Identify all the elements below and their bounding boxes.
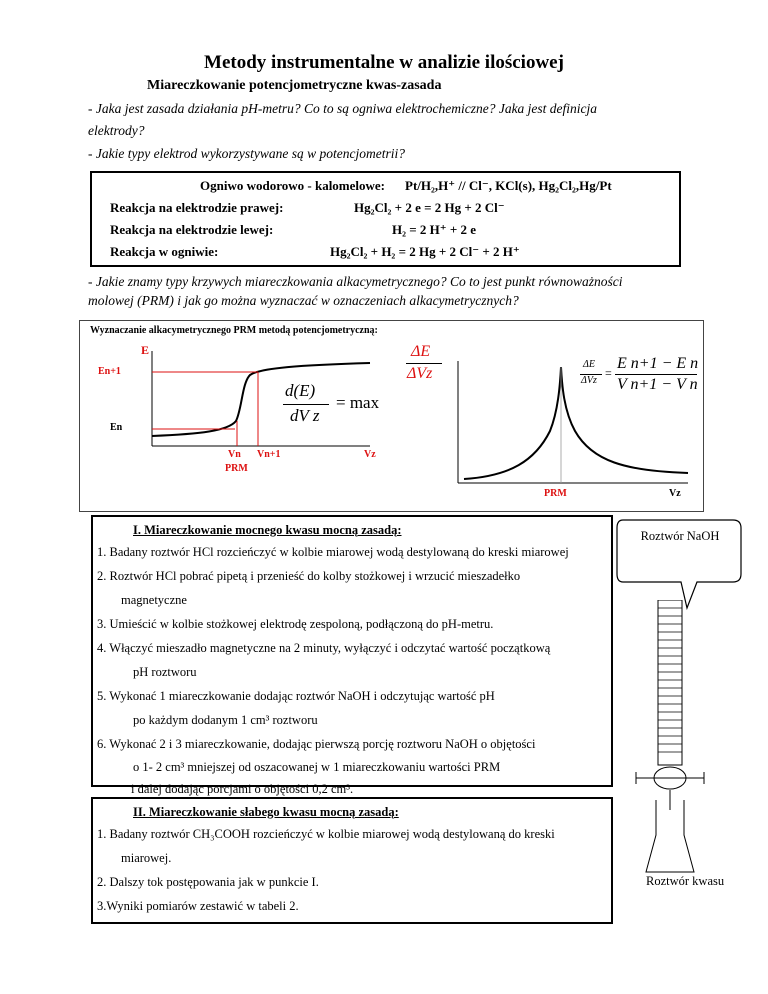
page-subtitle: Miareczkowanie potencjometryczne kwas-zasada — [147, 78, 442, 93]
derivative-denominator: dV z — [290, 406, 320, 425]
en-label: En — [110, 422, 123, 433]
figure-caption: Wyznaczanie alkacymetrycznego PRM metodą potencjometryczną: — [90, 325, 378, 336]
burette-flask-icon — [634, 600, 714, 880]
vz-axis-label: Vz — [364, 449, 376, 460]
cell-reaction-box — [90, 171, 681, 267]
question-line: - Jaka jest zasada działania pH-metru? Co to są ogniwa elektrochemiczne? Jaka jest definicja — [88, 101, 598, 116]
right-electrode-label: Reakcja na elektrodzie prawej: — [110, 200, 284, 215]
question-line: molowej (PRM) i jak go można wyznaczać w oznaczeniach alkacymetrycznych? — [88, 293, 519, 308]
flask-label: Roztwór kwasu — [646, 874, 725, 888]
right-electrode-equation: Hg₂Cl₂ + 2 e = 2 Hg + 2 Cl⁻ — [354, 200, 505, 215]
cell-heading: Ogniwo wodorowo - kalomelowe: — [200, 178, 386, 193]
e-axis-label: E — [141, 343, 150, 357]
en1-label: En+1 — [98, 366, 121, 377]
question-line: elektrody? — [88, 123, 145, 138]
step: 5. Wykonać 1 miareczkowanie dodając roztwór NaOH i odczytując wartość pH — [97, 689, 495, 703]
ratio-equals: = — [605, 366, 612, 380]
cell-reaction-equation: Hg₂Cl₂ + H₂ = 2 Hg + 2 Cl⁻ + 2 H⁺ — [330, 244, 520, 259]
step-cont: miarowej. — [121, 851, 172, 865]
vn-label: Vn — [228, 449, 241, 460]
step: 4. Włączyć mieszadło magnetyczne na 2 minuty, wyłączyć i odczytać wartość początkową — [97, 641, 551, 655]
prm-label-right: PRM — [544, 488, 567, 499]
ratio-delta-vz: ΔVz — [581, 375, 597, 386]
step: 2. Roztwór HCl pobrać pipetą i przenieść do kolby stożkowej i wrzucić mieszadełko — [97, 569, 521, 583]
step-cont: o 1- 2 cm³ mniejszej od oszacowanej w 1 miareczkowaniu wartości PRM — [133, 760, 501, 774]
step-cont: i dalej dodając porcjami o objętości 0,2 cm³. — [131, 782, 354, 796]
step-cont: po każdym dodanym 1 cm³ roztworu — [133, 713, 318, 727]
cell-scheme: Pt/H₂,H⁺ // Cl⁻, KCl(s), Hg₂Cl₂,Hg/Pt — [405, 178, 612, 193]
left-electrode-equation: H₂ = 2 H⁺ + 2 e — [392, 222, 477, 237]
step: 6. Wykonać 2 i 3 miareczkowanie, dodając pierwszą porcję roztworu NaOH o objętości — [97, 737, 536, 751]
step-cont: pH roztworu — [133, 665, 197, 679]
fraction-bar — [406, 363, 442, 364]
titration-curves — [80, 321, 701, 509]
derivative-max: = max — [336, 393, 380, 412]
delta-e: ΔE — [411, 343, 431, 360]
vz-label-right: Vz — [669, 488, 681, 499]
section-heading: II. Miareczkowanie słabego kwasu mocną zasadą: — [133, 805, 399, 819]
step: 2. Dalszy tok postępowania jak w punkcie I. — [97, 875, 319, 889]
section-strong-acid — [91, 515, 613, 787]
prm-label: PRM — [225, 463, 248, 474]
ratio-delta-e: ΔE — [583, 359, 595, 370]
left-electrode-label: Reakcja na elektrodzie lewej: — [110, 222, 274, 237]
ratio-numerator: E n+1 − E n — [617, 355, 699, 372]
prm-figure — [79, 320, 704, 512]
question-line: - Jakie znamy typy krzywych miareczkowania alkacymetrycznego? Co to jest punkt równoważności — [88, 274, 623, 289]
section-heading: I. Miareczkowanie mocnego kwasu mocną zasadą: — [133, 523, 402, 537]
question-line: - Jakie typy elektrod wykorzystywane są w potencjometrii? — [88, 146, 406, 161]
ratio-denominator: V n+1 − V n — [617, 376, 698, 393]
step-cont: magnetyczne — [121, 593, 187, 607]
step: 3. Umieścić w kolbie stożkowej elektrodę zespoloną, podłączoną do pH-metru. — [97, 617, 494, 631]
fraction-bar — [615, 374, 697, 375]
step: 1. Badany roztwór HCl rozcieńczyć w kolbie miarowej wodą destylowaną do kreski miarowej — [97, 545, 569, 559]
step: 1. Badany roztwór CH₃COOH rozcieńczyć w kolbie miarowej wodą destylowaną do kreski — [97, 827, 555, 841]
cell-reaction-label: Reakcja w ogniwie: — [110, 244, 219, 259]
page-title: Metody instrumentalne w analizie ilościowej — [204, 52, 564, 73]
delta-vz: ΔVz — [407, 365, 433, 382]
fraction-bar — [283, 404, 329, 405]
vn1-label: Vn+1 — [257, 449, 281, 460]
bubble-text: Roztwór NaOH — [640, 529, 720, 543]
derivative-numerator: d(E) — [285, 381, 316, 400]
step: 3.Wyniki pomiarów zestawić w tabeli 2. — [97, 899, 299, 913]
section-weak-acid — [91, 797, 613, 924]
